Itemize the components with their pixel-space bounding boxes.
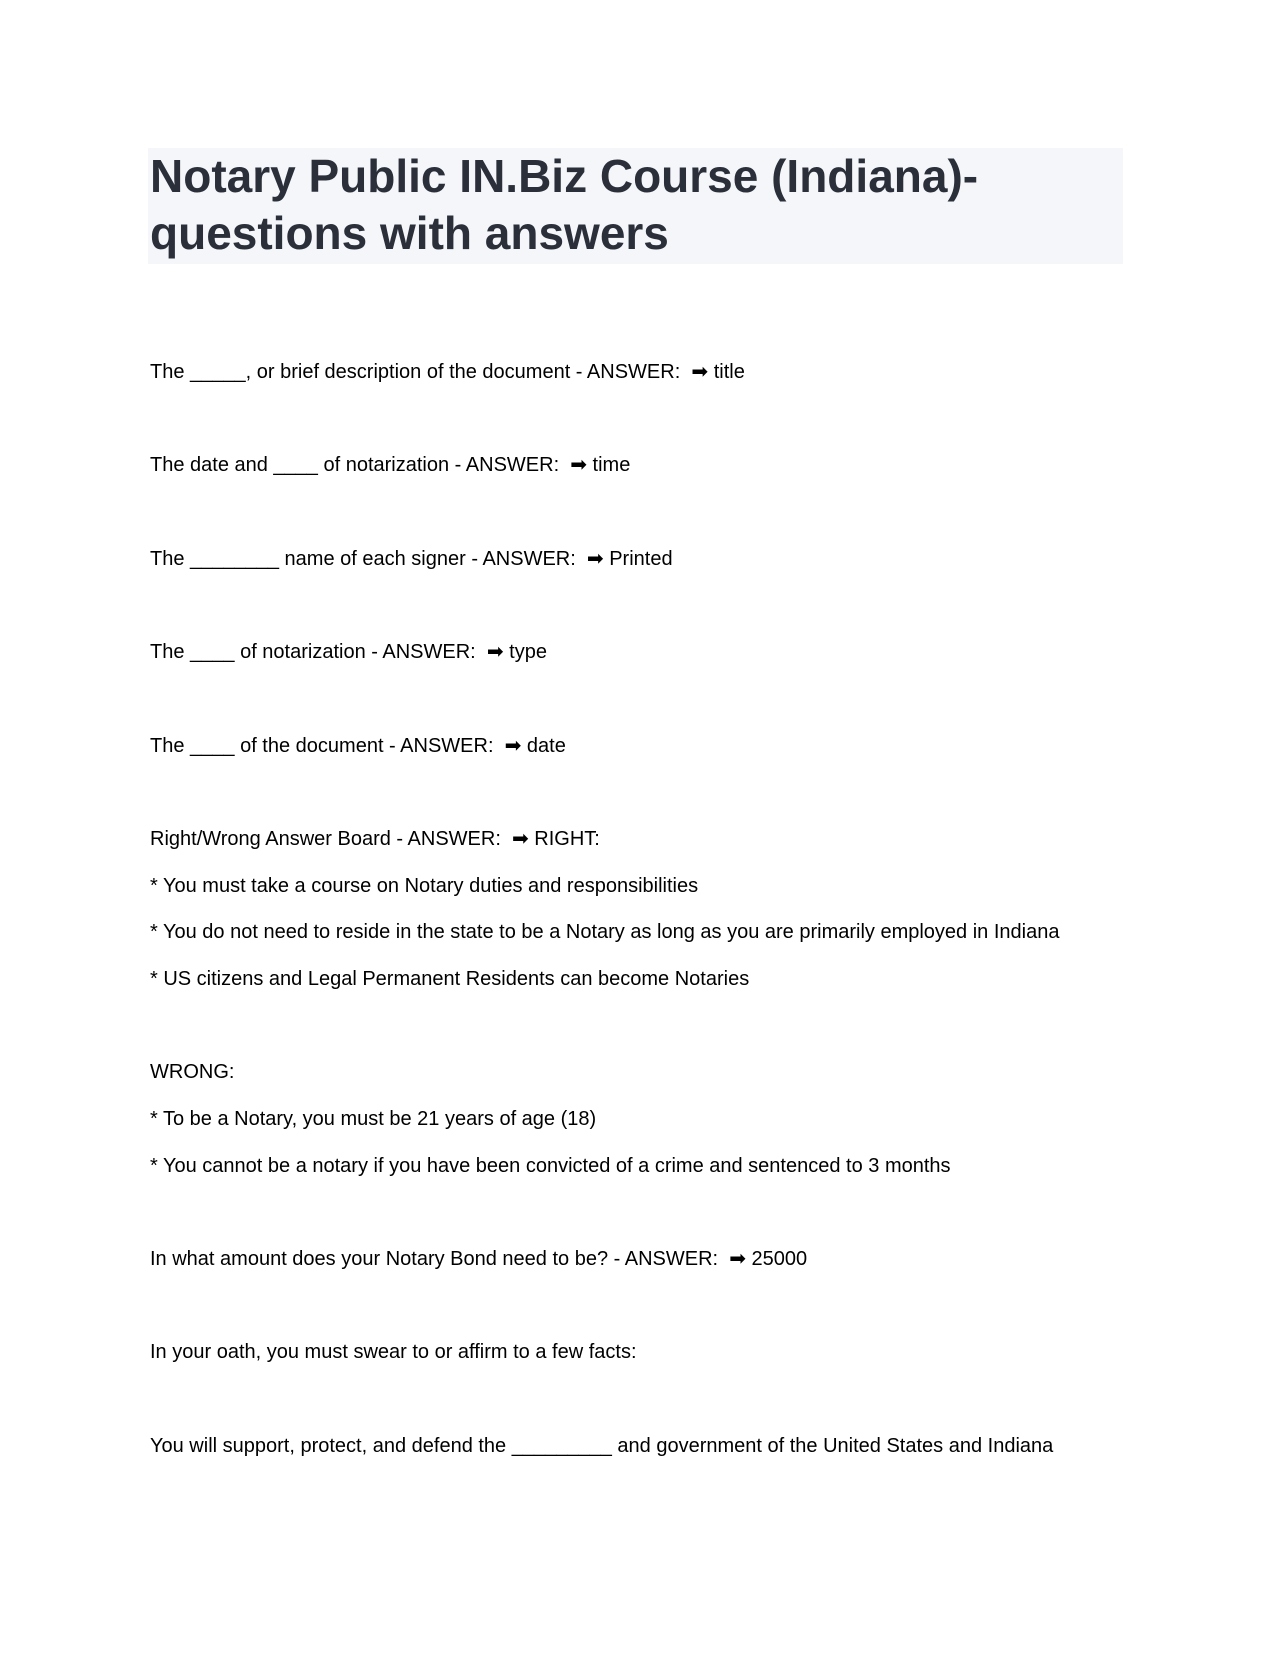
bullet-line: * To be a Notary, you must be 21 years of age (18) [150, 1108, 597, 1130]
qa-line: The _____, or brief description of the document - ANSWER: ➡ title [150, 361, 745, 383]
bullet-line: * US citizens and Legal Permanent Residents can become Notaries [150, 967, 750, 990]
blank-line [150, 769, 1150, 816]
blank-line [150, 1189, 1150, 1236]
document-body [150, 349, 1150, 1470]
text-line: You will support, protect, and defend the _________ and government of the United States and Indiana [150, 1434, 1054, 1457]
blank-line [150, 489, 1150, 536]
text-line: In your oath, you must swear to or affirm to a few facts: [150, 1341, 637, 1364]
qa-line: The ________ name of each signer - ANSWER: ➡ Printed [150, 547, 673, 570]
document-title: Notary Public IN.Biz Course (Indiana)- questions with answers [150, 150, 979, 259]
bullet-line: * You cannot be a notary if you have been convicted of a crime and sentenced to 3 months [150, 1154, 951, 1177]
qa-line: Right/Wrong Answer Board - ANSWER: ➡ RIGHT: [150, 827, 600, 850]
section-label: WRONG: [150, 1061, 235, 1084]
bullet-line: * You do not need to reside in the state to be a Notary as long as you are primarily employed in Indiana [150, 921, 1060, 944]
blank-line [150, 1376, 1150, 1423]
qa-line: The ____ of the document - ANSWER: ➡ date [150, 734, 566, 757]
qa-line: In what amount does your Notary Bond need to be? - ANSWER: ➡ 25000 [150, 1248, 808, 1271]
title-banner [148, 148, 1123, 264]
blank-line [150, 1283, 1150, 1330]
blank-line [150, 1003, 1150, 1050]
blank-line [150, 676, 1150, 723]
qa-line: The ____ of notarization - ANSWER: ➡ type [150, 641, 547, 664]
blank-line [150, 396, 1150, 443]
blank-line [150, 582, 1150, 629]
qa-line: The date and ____ of notarization - ANSWER: ➡ time [150, 454, 631, 477]
bullet-line: * You must take a course on Notary duties and responsibilities [150, 874, 699, 897]
